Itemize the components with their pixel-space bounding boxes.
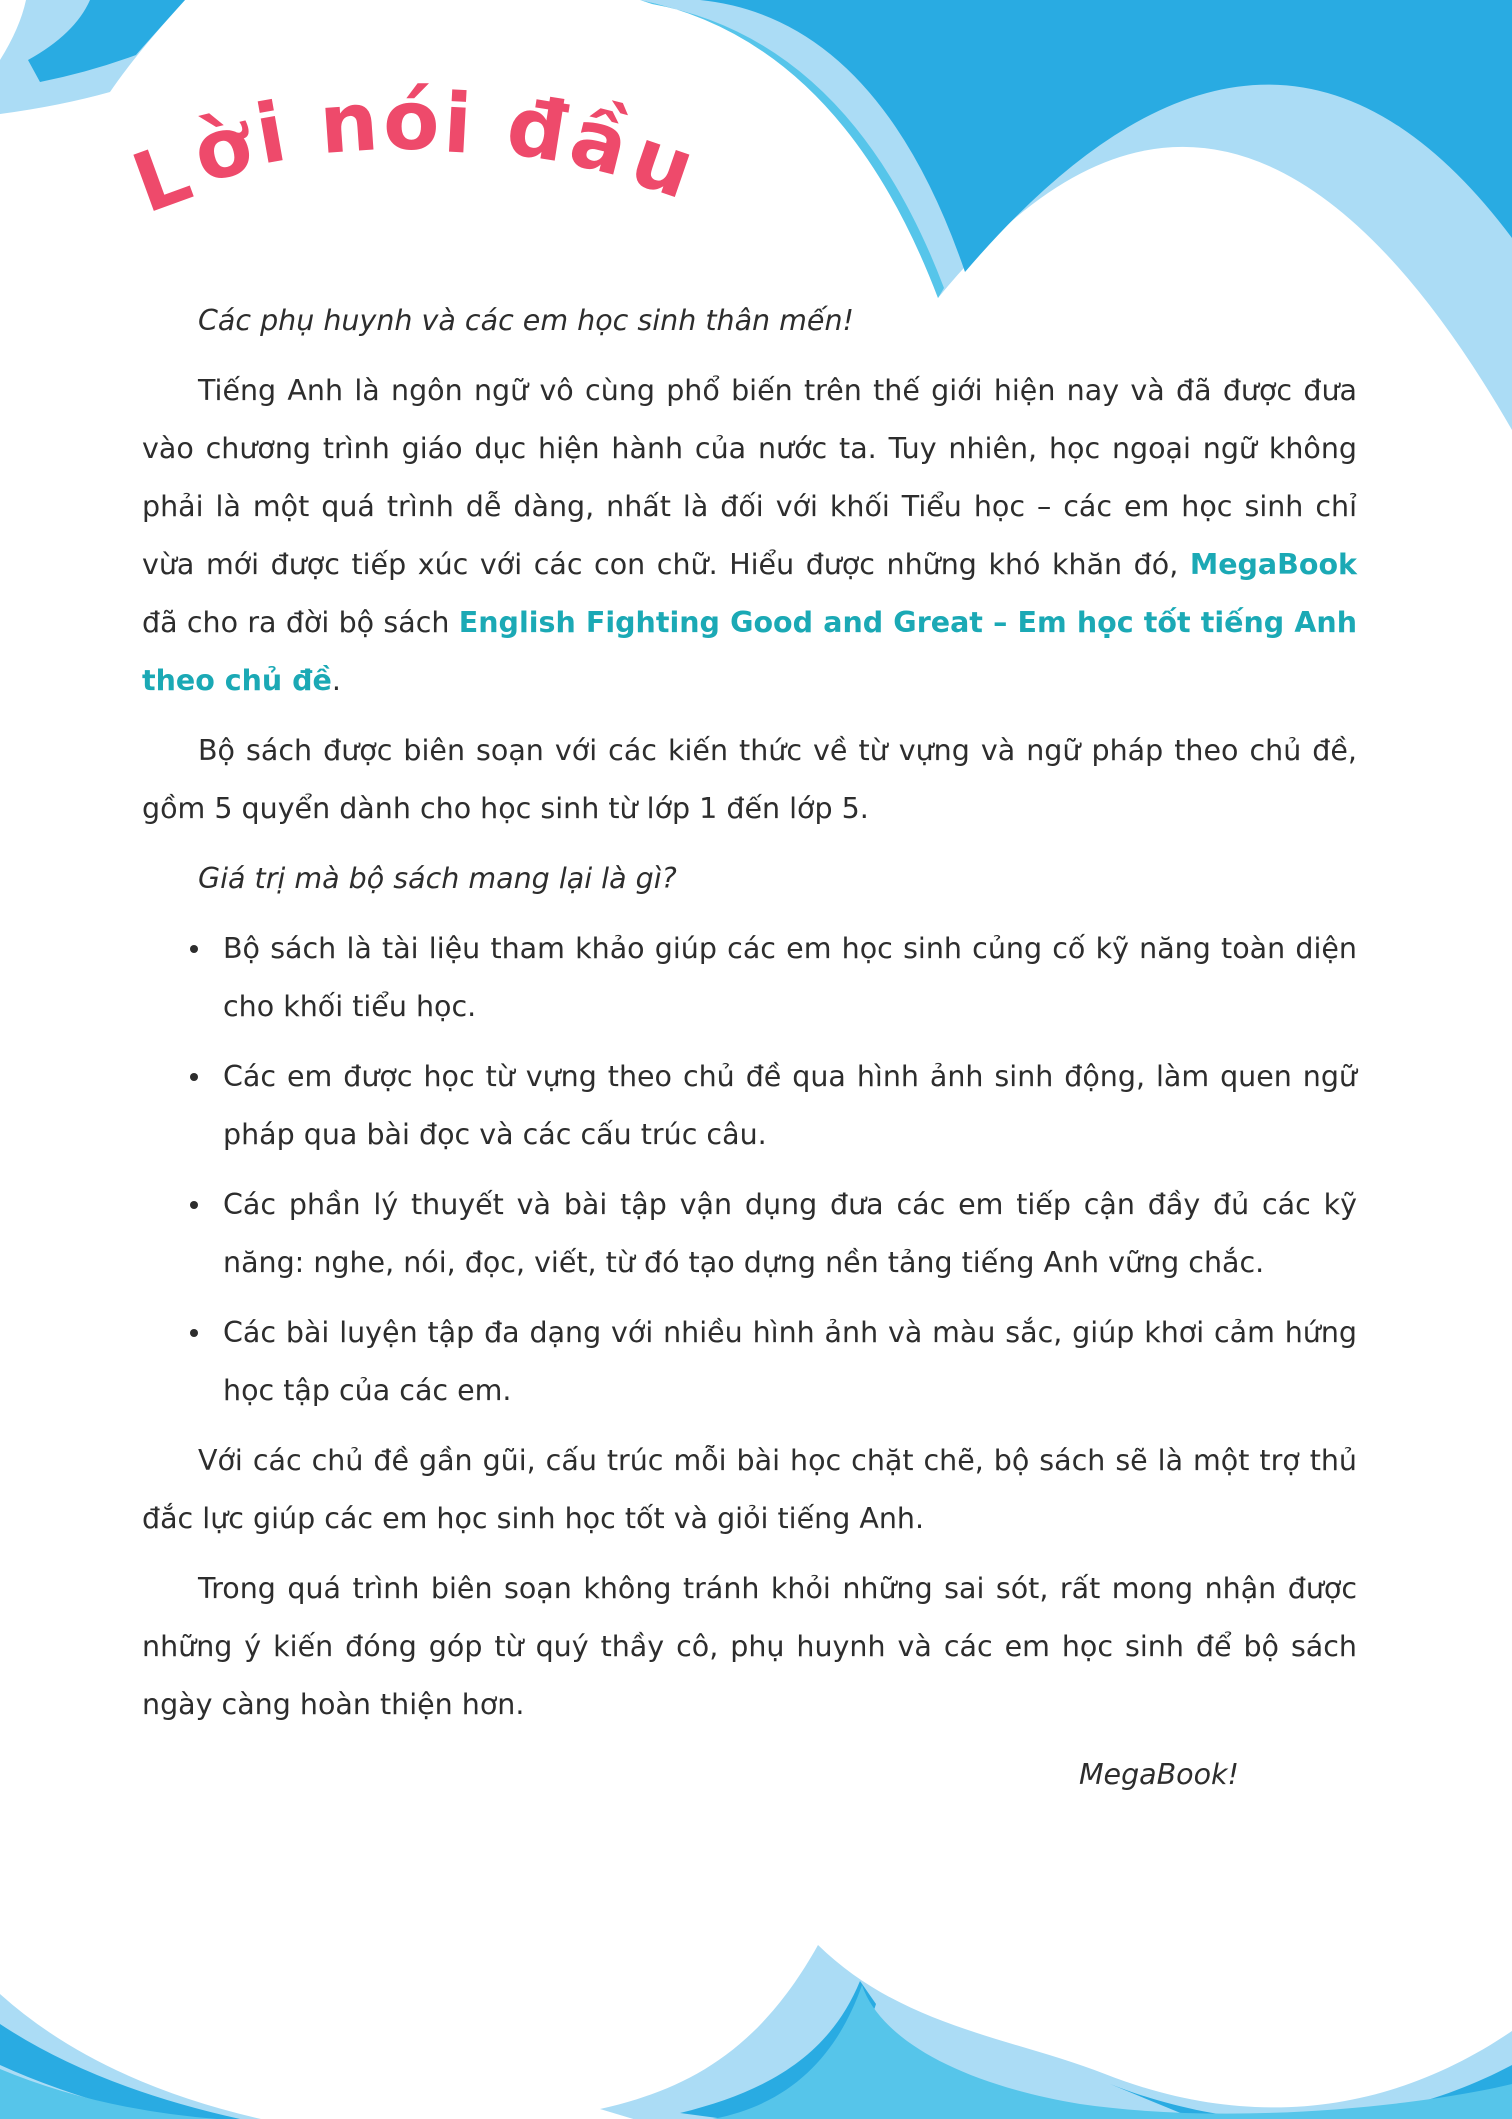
feature-item: Các bài luyện tập đa dạng với nhiều hình ảnh và màu sắc, giúp khơi cảm hứng học tập của các em.: [142, 1304, 1357, 1420]
question-line: Giá trị mà bộ sách mang lại là gì?: [198, 862, 677, 895]
title-char: i: [248, 84, 295, 184]
feature-item: Các em được học từ vựng theo chủ đề qua hình ảnh sinh động, làm quen ngữ pháp qua bài đọc và các cấu trúc câu.: [142, 1048, 1357, 1164]
book-series-title: English Fighting Good and Great – Em học tốt tiếng Anh theo chủ đề: [142, 606, 1358, 697]
paragraph-benefit: Với các chủ đề gần gũi, cấu trúc mỗi bài học chặt chẽ, bộ sách sẽ là một trợ thủ đắc lực giúp các em học sinh học tốt và giỏi tiếng Anh.: [142, 1444, 1357, 1535]
feature-item: Bộ sách là tài liệu tham khảo giúp các em học sinh củng cố kỹ năng toàn diện cho khối tiểu học.: [142, 920, 1357, 1036]
paragraph-intro-text: đã cho ra đời bộ sách: [142, 606, 459, 639]
page-title: [121, 74, 708, 244]
paragraph-intro: [142, 362, 1357, 710]
greeting-line: Các phụ huynh và các em học sinh thân mến!: [198, 304, 854, 337]
title-char: L: [121, 124, 205, 233]
brand-name-megabook: MegaBook: [1189, 548, 1357, 581]
paragraph-series-structure: Bộ sách được biên soạn với các kiến thức về từ vựng và ngữ pháp theo chủ đề, gồm 5 quyển dành cho học sinh từ lớp 1 đến lớp 5.: [142, 734, 1357, 825]
bottom-wave-decoration: [0, 1869, 1512, 2119]
title-char: i: [441, 76, 477, 173]
feature-item: Các phần lý thuyết và bài tập vận dụng đưa các em tiếp cận đầy đủ các kỹ năng: nghe, nói, đọc, viết, từ đó tạo dựng nền tảng tiếng Anh vững chắc.: [142, 1176, 1357, 1292]
paragraph-intro-text: Tiếng Anh là ngôn ngữ vô cùng phổ biến trên thế giới hiện nay và đã được đưa vào chương trình giáo dục hiện hành của nước ta. Tuy nhiên, học ngoại ngữ không phải là một quá trình dễ dàng, nhất là đối với khối Tiểu học – các em học sinh chỉ vừa mới được tiếp xúc với các con chữ. Hiểu được những khó khăn đó,: [142, 374, 1357, 581]
title-char: n: [316, 74, 384, 174]
paragraph-intro-text: .: [331, 664, 341, 697]
feature-list: [142, 920, 1357, 1420]
title-char: u: [619, 109, 708, 219]
title-char: ầ: [561, 89, 640, 196]
paragraph-closing: Trong quá trình biên soạn không tránh khỏi những sai sót, rất mong nhận được những ý kiến đóng góp từ quý thầy cô, phụ huynh và các em học sinh để bộ sách ngày càng hoàn thiện hơn.: [142, 1572, 1357, 1721]
title-char: đ: [499, 78, 575, 182]
signature: MegaBook!: [1078, 1758, 1239, 1791]
title-char: ờ: [184, 95, 264, 203]
title-char: ó: [383, 74, 442, 169]
preface-body: [142, 292, 1357, 1816]
